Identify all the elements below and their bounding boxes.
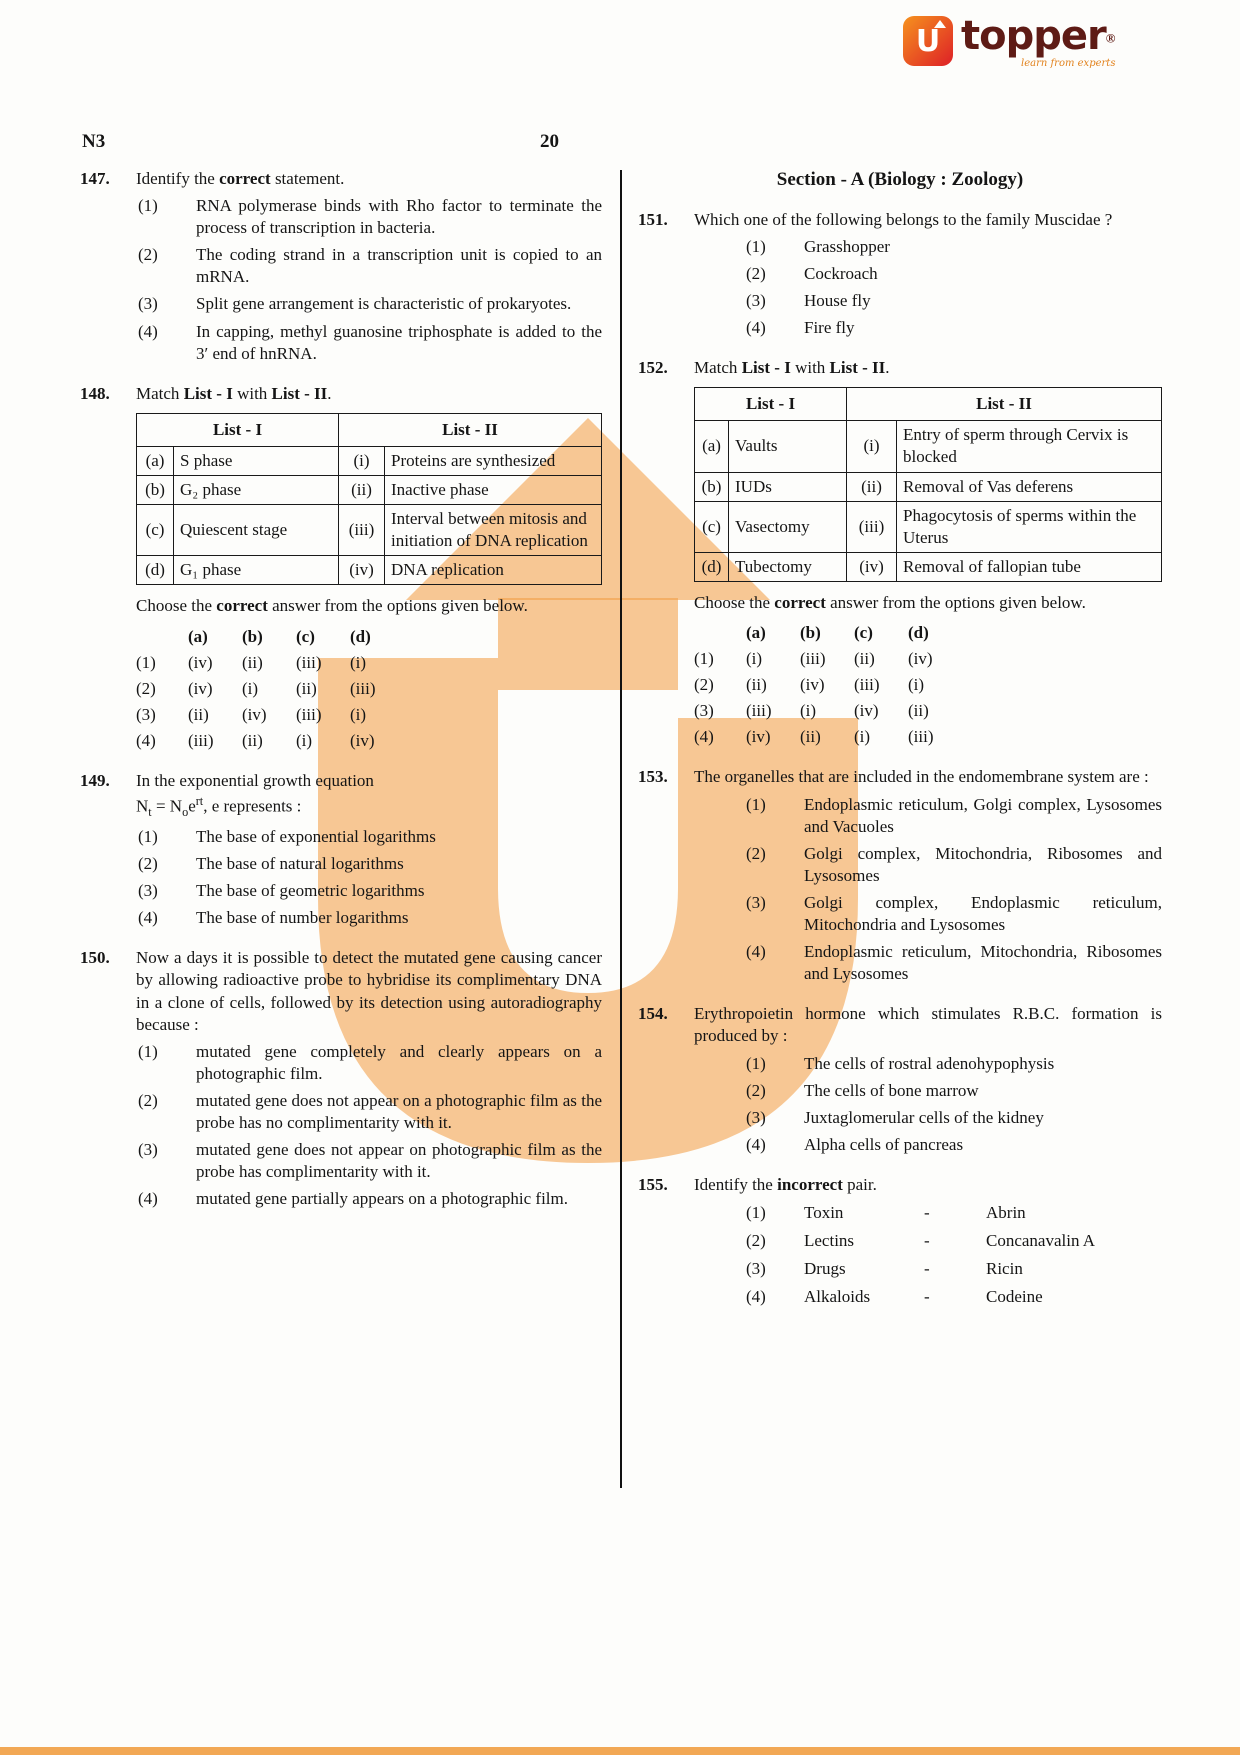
question-body [694, 357, 1162, 748]
equation-superscript: rt [195, 794, 204, 809]
match-text-cell: Inactive phase [385, 476, 602, 505]
text-segment: Choose the [136, 596, 217, 616]
question-text: Erythropoietin hormone which stimulates R.B.C. formation is produced by : [694, 1004, 1162, 1046]
matrix-spacer [694, 622, 746, 644]
question-148 [80, 383, 602, 752]
option-row [136, 1090, 602, 1134]
question-body [694, 209, 1162, 339]
question-text [694, 1174, 1162, 1196]
text-segment: Choose the [694, 592, 775, 612]
bold-segment: correct [774, 592, 826, 612]
topper-logo [903, 13, 1116, 70]
option-row [694, 1107, 1162, 1129]
text-segment: Match [694, 358, 742, 378]
list-item-cell: IUDs [729, 472, 847, 501]
question-body [694, 1174, 1162, 1308]
matrix-row [136, 678, 602, 700]
option-text: The cells of bone marrow [804, 1080, 979, 1100]
section-heading: Section - A (Biology : Zoology) [776, 169, 1024, 190]
page-number: 20 [540, 131, 559, 152]
row-label-cell: (a) [137, 446, 174, 475]
equation-segment: , e represents : [203, 796, 302, 816]
pair-right: Abrin [986, 1202, 1026, 1222]
logo-u-letter: U [915, 23, 941, 59]
matrix-row [136, 730, 602, 752]
matrix-cell: (ii) [188, 704, 209, 724]
bold-segment: List - II [829, 358, 886, 378]
table-row [695, 501, 1162, 552]
option-label: (1) [138, 196, 158, 216]
matrix-row [694, 674, 1162, 696]
pair-left: Drugs [804, 1259, 846, 1279]
option-label: (1) [138, 827, 158, 846]
option-text: mutated gene completely and clearly appears on a photographic film. [196, 1041, 602, 1083]
option-text: mutated gene does not appear on photographic film as the probe has complimentarity with it. [196, 1140, 602, 1182]
equation-segment: = N [151, 796, 183, 816]
option-label: (3) [746, 892, 766, 912]
question-body [694, 766, 1162, 985]
list-i-header: List - I [695, 388, 847, 421]
option-row [136, 826, 602, 848]
list-ii-header: List - II [339, 413, 602, 446]
option-text: RNA polymerase binds with Rho factor to terminate the process of transcription in bacteria. [196, 196, 602, 238]
option-row [694, 892, 1162, 936]
question-number: 152. [638, 358, 668, 378]
table-header-row [695, 388, 1162, 421]
matrix-cell: (iv) [242, 704, 267, 724]
option-row [136, 880, 602, 902]
pair-row [694, 1286, 1162, 1308]
option-row [694, 263, 1162, 285]
option-row [694, 317, 1162, 339]
logo-registered-mark: ® [1105, 30, 1116, 46]
text-segment: answer from the options given below. [825, 592, 1086, 612]
matrix-col-header: (a) [188, 626, 208, 646]
pair-left: Alkaloids [804, 1287, 871, 1307]
matrix-row [136, 704, 602, 726]
pair-left: Lectins [804, 1231, 855, 1251]
pair-dash: - [924, 1259, 930, 1279]
option-row [136, 1139, 602, 1183]
matrix-cell: (i) [296, 730, 313, 750]
match-text-cell: Phagocytosis of sperms within the Uterus [897, 501, 1162, 552]
option-text: Endoplasmic reticulum, Mitochondria, Ribosomes and Lysosomes [804, 942, 1162, 984]
option-label: (4) [746, 942, 766, 962]
table-header-row [137, 413, 602, 446]
option-text: mutated gene does not appear on a photographic film as the probe has no complimentarity with it. [196, 1090, 602, 1133]
option-text: In capping, methyl guanosine triphosphate is added to the 3′ end of hnRNA. [196, 321, 602, 363]
text-segment: . [327, 383, 332, 403]
matrix-cell: (iv) [188, 652, 213, 672]
option-row [694, 1080, 1162, 1102]
matrix-cell: (ii) [854, 649, 875, 669]
option-row [136, 1188, 602, 1210]
match-text-cell: Removal of Vas deferens [897, 472, 1162, 501]
question-150 [80, 947, 602, 1210]
list-item-cell: S phase [174, 446, 339, 475]
matrix-cell: (i) [854, 727, 871, 747]
list-item-cell: Quiescent stage [174, 505, 339, 556]
matrix-header-row [136, 626, 602, 648]
matrix-cell: (ii) [746, 675, 767, 695]
matrix-cell: (iv) [800, 675, 825, 695]
matrix-row-label: (2) [694, 675, 714, 695]
logo-arrow-icon [934, 20, 946, 28]
text-segment: with [232, 383, 272, 403]
matrix-cell: (i) [908, 675, 925, 695]
question-152 [638, 357, 1162, 748]
question-number: 154. [638, 1004, 668, 1024]
left-column [80, 168, 602, 1228]
option-text: Juxtaglomerular cells of the kidney [804, 1107, 1044, 1127]
option-row [694, 290, 1162, 312]
row-label-cell: (a) [695, 421, 729, 472]
text-segment: Identify the [694, 1174, 778, 1194]
option-text: The base of number logarithms [196, 908, 409, 928]
pair-row [694, 1258, 1162, 1280]
logo-text [961, 13, 1116, 70]
roman-label-cell: (iv) [847, 552, 897, 581]
question-153 [638, 766, 1162, 985]
list-item-cell: Vasectomy [729, 501, 847, 552]
matrix-col-header: (c) [854, 623, 873, 642]
matrix-col-header: (c) [296, 626, 315, 646]
matrix-row-label: (4) [694, 727, 714, 747]
equation-subscript: t [148, 805, 152, 820]
row-label-cell: (d) [695, 552, 729, 581]
option-label: (4) [138, 321, 158, 341]
list-i-header: List - I [137, 413, 339, 446]
option-row [694, 1053, 1162, 1075]
answer-options-matrix [136, 626, 602, 752]
matrix-row-label: (1) [136, 652, 156, 672]
topper-u-icon [903, 16, 953, 66]
option-text: The cells of rostral adenohypophysis [804, 1053, 1055, 1073]
matrix-cell: (iv) [350, 730, 375, 750]
option-text: Cockroach [804, 263, 878, 283]
option-label: (2) [138, 854, 158, 874]
option-label: (1) [138, 1041, 158, 1061]
pair-row [694, 1230, 1162, 1252]
matrix-cell: (i) [350, 704, 367, 724]
option-row [136, 321, 602, 365]
row-label-cell: (c) [137, 505, 174, 556]
matrix-spacer [136, 626, 188, 648]
option-text: Endoplasmic reticulum, Golgi complex, Lysosomes and Vacuoles [804, 794, 1162, 836]
question-number: 153. [638, 767, 668, 787]
matrix-cell: (iii) [746, 701, 772, 721]
table-row [137, 505, 602, 556]
question-number: 155. [638, 1174, 668, 1194]
option-row [136, 293, 602, 315]
option-row [694, 794, 1162, 838]
matrix-cell: (ii) [242, 730, 263, 750]
option-text: Grasshopper [804, 236, 890, 256]
option-label: (3) [138, 881, 158, 901]
row-label-cell: (c) [695, 501, 729, 552]
matrix-cell: (iii) [854, 675, 880, 695]
growth-equation [136, 794, 602, 821]
table-row [695, 472, 1162, 501]
matrix-row-label: (2) [136, 678, 156, 698]
option-label: (4) [138, 908, 158, 928]
text-segment: statement. [270, 169, 345, 188]
list-item-cell: Vaults [729, 421, 847, 472]
bold-segment: List - I [183, 383, 233, 403]
matrix-col-header: (b) [242, 626, 263, 646]
matrix-cell: (iv) [854, 701, 879, 721]
question-body [136, 383, 602, 752]
match-text-cell: Entry of sperm through Cervix is blocked [897, 421, 1162, 472]
text-segment: Identify the [136, 169, 220, 188]
option-label: (4) [746, 318, 766, 338]
pair-right: Codeine [986, 1287, 1043, 1307]
answer-options-matrix [694, 622, 1162, 748]
roman-label-cell: (iii) [339, 505, 385, 556]
list-ii-header: List - II [847, 388, 1162, 421]
text-segment: answer from the options given below. [267, 596, 528, 616]
question-text [136, 168, 602, 190]
matrix-cell: (ii) [242, 652, 263, 672]
option-label: (3) [746, 290, 766, 310]
option-label: (4) [746, 1134, 766, 1154]
equation-segment: N [136, 796, 149, 816]
match-text-cell: Proteins are synthesized [385, 446, 602, 475]
option-text: The coding strand in a transcription unit is copied to an mRNA. [196, 245, 602, 287]
logo-tagline: learn from experts [1021, 58, 1116, 69]
option-label: (1) [746, 794, 766, 814]
matrix-row-label: (3) [136, 704, 156, 724]
match-text-cell: DNA replication [385, 556, 602, 585]
match-table-148 [136, 413, 602, 586]
matrix-cell: (ii) [800, 727, 821, 747]
question-number: 147. [80, 169, 110, 188]
matrix-col-header: (b) [800, 623, 821, 642]
pair-dash: - [924, 1287, 930, 1307]
list-item-cell: G₂ phase [174, 476, 339, 505]
option-row [694, 941, 1162, 985]
matrix-cell: (iv) [188, 678, 213, 698]
bold-segment: List - I [741, 358, 791, 378]
option-row [136, 907, 602, 929]
option-row [136, 244, 602, 288]
question-body [136, 168, 602, 365]
question-154 [638, 1003, 1162, 1156]
option-label: (2) [138, 1090, 158, 1110]
question-text: In the exponential growth equation [136, 770, 374, 790]
option-label: (2) [746, 1231, 766, 1251]
question-number: 150. [80, 948, 110, 968]
option-label: (3) [138, 294, 158, 314]
roman-label-cell: (iv) [339, 556, 385, 585]
option-label: (1) [746, 1202, 766, 1222]
paper-code: N3 [82, 131, 106, 152]
matrix-cell: (i) [242, 678, 259, 698]
matrix-row [136, 652, 602, 674]
match-table-152 [694, 387, 1162, 582]
option-label: (1) [746, 236, 766, 256]
text-segment: with [790, 358, 830, 378]
pair-left: Toxin [804, 1202, 844, 1222]
match-text-cell: Removal of fallopian tube [897, 552, 1162, 581]
option-label: (2) [746, 843, 766, 863]
bold-segment: correct [216, 596, 268, 616]
option-text: Fire fly [804, 318, 855, 338]
option-row [136, 853, 602, 875]
question-text [136, 383, 602, 405]
question-text: Which one of the following belongs to the family Muscidae ? [694, 209, 1113, 229]
option-label: (4) [138, 1189, 158, 1209]
matrix-row-label: (3) [694, 701, 714, 721]
pair-right: Ricin [986, 1259, 1023, 1279]
matrix-cell: (ii) [296, 678, 317, 698]
table-row [137, 476, 602, 505]
matrix-row [694, 700, 1162, 722]
list-item-cell: Tubectomy [729, 552, 847, 581]
option-text: Golgi complex, Endoplasmic reticulum, Mitochondria and Lysosomes [804, 892, 1162, 935]
option-label: (3) [138, 1140, 158, 1160]
matrix-cell: (iv) [908, 649, 933, 669]
question-body [136, 770, 602, 929]
row-label-cell: (b) [695, 472, 729, 501]
question-number: 149. [80, 770, 110, 790]
option-row [136, 1041, 602, 1085]
option-text: House fly [804, 290, 871, 310]
matrix-cell: (iii) [908, 727, 934, 747]
pair-dash: - [924, 1231, 930, 1251]
question-body [694, 1003, 1162, 1156]
text-segment: Match [136, 383, 184, 403]
question-text: Now a days it is possible to detect the mutated gene causing cancer by allowing radioactive probe to hybridise its complimentary DNA in a clone of cells, followed by its detection using autoradiography because : [136, 948, 602, 1034]
logo-brand-text: topper [961, 13, 1106, 59]
option-label: (2) [746, 263, 766, 283]
question-text: The organelles that are included in the endomembrane system are : [694, 767, 1149, 787]
table-row [137, 446, 602, 475]
bold-segment: correct [219, 169, 271, 188]
right-column [638, 168, 1162, 1326]
column-divider [620, 170, 622, 1488]
option-row [694, 843, 1162, 887]
option-label: (2) [138, 245, 158, 265]
matrix-cell: (iii) [800, 649, 826, 669]
matrix-cell: (ii) [908, 701, 929, 721]
matrix-cell: (iii) [188, 730, 214, 750]
matrix-row [694, 726, 1162, 748]
option-label: (3) [746, 1107, 766, 1127]
option-label: (3) [746, 1259, 766, 1279]
option-label: (4) [746, 1287, 766, 1307]
roman-label-cell: (i) [847, 421, 897, 472]
match-text-cell: Interval between mitosis and initiation of DNA replication [385, 505, 602, 556]
question-number: 148. [80, 383, 110, 403]
pair-right: Concanavalin A [986, 1231, 1096, 1251]
question-149 [80, 770, 602, 929]
option-row [694, 236, 1162, 258]
bottom-orange-strip [0, 1747, 1240, 1755]
choose-instruction [136, 595, 602, 617]
option-row [694, 1134, 1162, 1156]
matrix-cell: (iii) [350, 678, 376, 698]
bold-segment: List - II [271, 383, 328, 403]
matrix-cell: (i) [746, 649, 763, 669]
matrix-row-label: (1) [694, 649, 714, 669]
table-row [137, 556, 602, 585]
option-text: Alpha cells of pancreas [804, 1134, 964, 1154]
matrix-col-header: (d) [350, 626, 371, 646]
pair-row [694, 1202, 1162, 1224]
question-147 [80, 168, 602, 365]
question-number: 151. [638, 209, 668, 229]
question-body [136, 947, 602, 1210]
option-label: (1) [746, 1053, 766, 1073]
row-label-cell: (b) [137, 476, 174, 505]
option-row [136, 195, 602, 239]
equation-subscript: o [182, 805, 189, 820]
option-text: Golgi complex, Mitochondria, Ribosomes and Lysosomes [804, 843, 1162, 885]
roman-label-cell: (ii) [339, 476, 385, 505]
table-row [695, 552, 1162, 581]
equation-segment: e [188, 796, 196, 816]
text-segment: . [885, 358, 890, 378]
option-text: Split gene arrangement is characteristic of prokaryotes. [196, 294, 572, 314]
matrix-cell: (iii) [296, 704, 322, 724]
list-item-cell: G₁ phase [174, 556, 339, 585]
text-segment: pair. [842, 1174, 877, 1194]
option-text: mutated gene partially appears on a photographic film. [196, 1189, 568, 1209]
matrix-cell: (i) [350, 652, 367, 672]
matrix-header-row [694, 622, 1162, 644]
pair-dash: - [924, 1202, 930, 1222]
question-155 [638, 1174, 1162, 1308]
row-label-cell: (d) [137, 556, 174, 585]
bold-segment: incorrect [777, 1174, 843, 1194]
option-label: (2) [746, 1080, 766, 1100]
matrix-cell: (iii) [296, 652, 322, 672]
option-text: The base of natural logarithms [196, 854, 404, 874]
matrix-col-header: (a) [746, 623, 766, 642]
matrix-col-header: (d) [908, 623, 929, 642]
matrix-row [694, 648, 1162, 670]
roman-label-cell: (ii) [847, 472, 897, 501]
matrix-cell: (i) [800, 701, 817, 721]
matrix-cell: (iv) [746, 727, 771, 747]
question-text [694, 357, 1162, 379]
matrix-row-label: (4) [136, 730, 156, 750]
option-text: The base of geometric logarithms [196, 881, 425, 901]
choose-instruction [694, 592, 1162, 614]
table-row [695, 421, 1162, 472]
roman-label-cell: (i) [339, 446, 385, 475]
question-151 [638, 209, 1162, 339]
option-text: The base of exponential logarithms [196, 827, 436, 846]
roman-label-cell: (iii) [847, 501, 897, 552]
